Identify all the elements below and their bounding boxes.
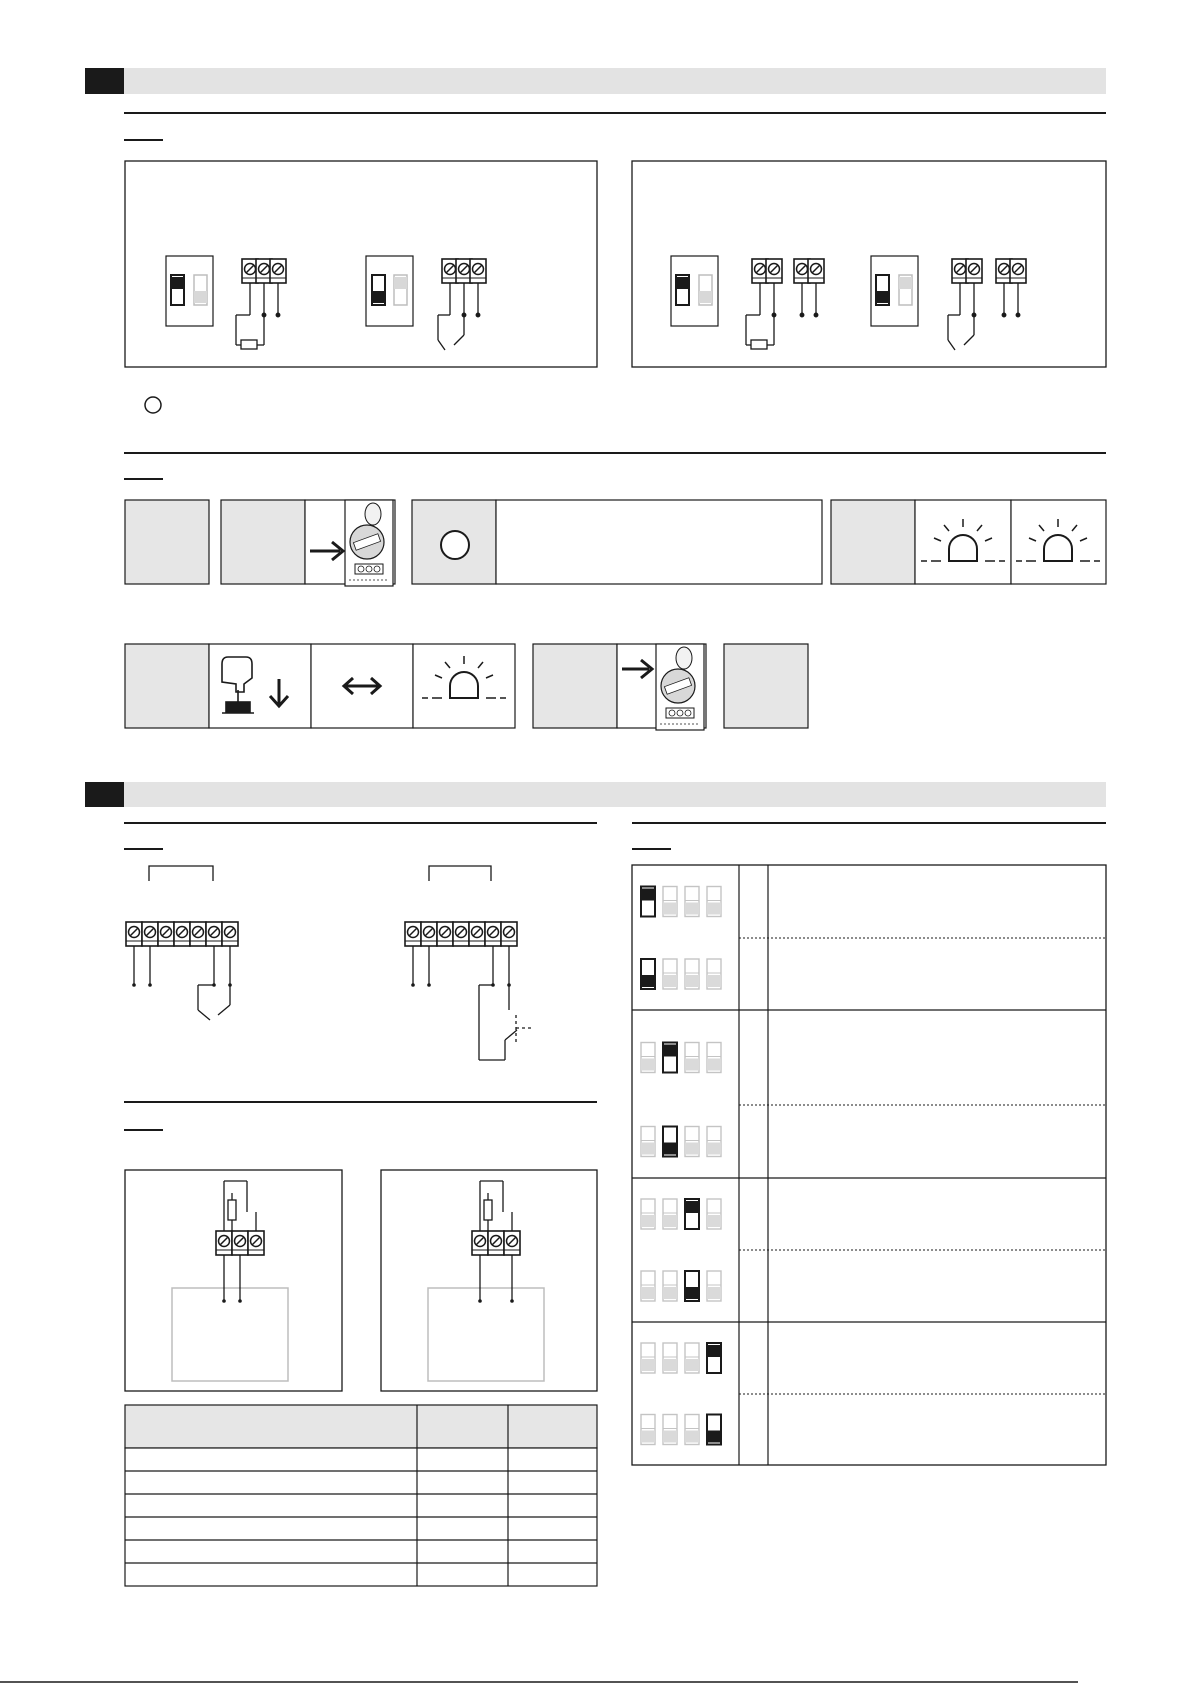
section-header-1 <box>85 68 1106 94</box>
terminal-block-icon <box>442 259 486 283</box>
test-box-left <box>125 1170 342 1391</box>
terminal-block-icon <box>242 259 286 283</box>
dip-switch-table <box>632 865 1106 1465</box>
spec-table-header <box>125 1405 597 1448</box>
terminal-block-icon <box>216 1231 264 1255</box>
radio-remote-icon <box>656 644 704 730</box>
test-box-right <box>381 1170 597 1391</box>
dip-switch-icon <box>671 256 718 326</box>
step-box <box>533 644 706 730</box>
circle-icon <box>145 397 161 413</box>
step-box <box>831 500 1106 584</box>
spec-table <box>125 1405 597 1586</box>
step-box <box>221 500 395 586</box>
terminal-diagram-left <box>126 866 238 1020</box>
terminal-block-icon <box>472 1231 520 1255</box>
dip-switch-icon <box>366 256 413 326</box>
dip-switch-icon <box>871 256 918 326</box>
sequence-row-2 <box>125 644 808 730</box>
radio-remote-icon <box>345 500 393 586</box>
step-box <box>412 500 822 584</box>
wiring-box-right <box>632 161 1106 367</box>
dip-switch-icon <box>166 256 213 326</box>
terminal-diagram-right <box>405 866 532 1060</box>
sequence-row-1 <box>125 500 1106 586</box>
step-box <box>724 644 808 728</box>
section-header-2 <box>85 782 1106 807</box>
step-box <box>125 500 209 584</box>
wiring-box-left <box>125 161 597 367</box>
terminal-block-icon <box>405 922 517 946</box>
circle-icon <box>441 531 469 559</box>
step-box <box>125 644 515 728</box>
terminal-block-icon <box>126 922 238 946</box>
